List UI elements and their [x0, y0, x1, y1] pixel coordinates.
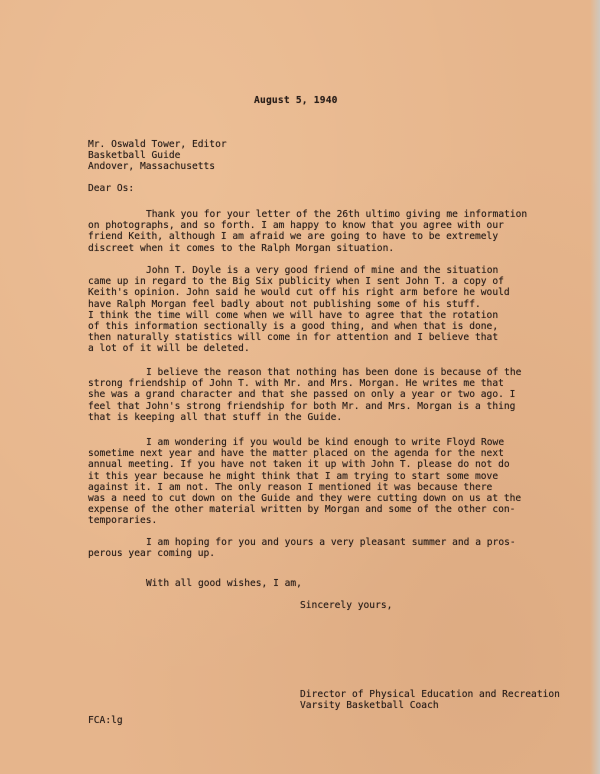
recipient-address [88, 139, 227, 173]
body-line: expense of the other material written by Morgan and some of the other con- [88, 504, 516, 516]
body-line: sometime next year and have the matter placed on the agenda for the next [88, 448, 504, 460]
signature-title: Varsity Basketball Coach [300, 700, 439, 712]
body-line: a lot of it will be deleted. [88, 343, 250, 355]
body-line: against it. I am not. The only reason I mentioned it was because there [88, 481, 493, 493]
typist-initials: FCA:lg [88, 715, 123, 726]
letter-date: August 5, 1940 [254, 95, 338, 106]
closing-line: With all good wishes, I am, [146, 578, 302, 589]
body-line: have Ralph Morgan feel badly about not publishing some of his stuff. [88, 298, 481, 310]
body-line: discreet when it comes to the Ralph Morgan situation. [88, 242, 395, 254]
address-line: Andover, Massachusetts [88, 161, 216, 173]
sign-off: Sincerely yours, [300, 600, 393, 611]
paragraph-5 [88, 537, 548, 559]
paragraph-4 [88, 437, 548, 527]
body-line: of this information sectionally is a good thing, and when that is done, [88, 321, 499, 333]
body-line: then naturally statistics will come in for attention and I believe that [88, 332, 499, 344]
body-line: annual meeting. If you have not taken it up with John T. please do not do [88, 459, 510, 471]
body-line: I believe the reason that nothing has been done is because of the [146, 367, 522, 378]
paragraph-3 [88, 367, 548, 423]
body-line: she was a grand character and that she passed on only a year or two ago. I [88, 389, 516, 401]
body-line: was a need to cut down on the Guide and they were cutting down on us at the [88, 493, 522, 505]
body-line: I am hoping for you and yours a very pleasant summer and a pros- [146, 537, 516, 548]
signature-block [300, 689, 560, 711]
body-line: strong friendship of John T. with Mr. and Mrs. Morgan. He writes me that [88, 378, 504, 390]
salutation: Dear Os: [88, 183, 135, 194]
paragraph-1 [88, 209, 548, 254]
page-edge [590, 0, 600, 774]
body-line: that is keeping all that stuff in the Guide. [88, 411, 343, 423]
address-line: Basketball Guide [88, 150, 181, 162]
body-line: I think the time will come when we will have to agree that the rotation [88, 309, 499, 321]
body-line: feel that John's strong friendship for both Mr. and Mrs. Morgan is a thing [88, 400, 516, 412]
address-line: Mr. Oswald Tower, Editor [88, 139, 227, 150]
paragraph-2 [88, 265, 548, 355]
body-line: it this year because he might think that I am trying to start some move [88, 470, 499, 482]
body-line: on photographs, and so forth. I am happy to know that you agree with our [88, 220, 504, 232]
body-line: Thank you for your letter of the 26th ultimo giving me information [146, 209, 528, 220]
body-line: friend Keith, although I am afraid we are going to have to be extremely [88, 231, 499, 243]
signature-title: Director of Physical Education and Recreation [300, 689, 560, 700]
body-line: I am wondering if you would be kind enough to write Floyd Rowe [146, 437, 505, 448]
body-line: John T. Doyle is a very good friend of mine and the situation [146, 265, 499, 276]
body-line: came up in regard to the Big Six publicity when I sent John T. a copy of [88, 276, 504, 288]
body-line: temporaries. [88, 515, 158, 527]
body-line: Keith's opinion. John said he would cut off his right arm before he would [88, 287, 510, 299]
body-line: perous year coming up. [88, 548, 216, 560]
